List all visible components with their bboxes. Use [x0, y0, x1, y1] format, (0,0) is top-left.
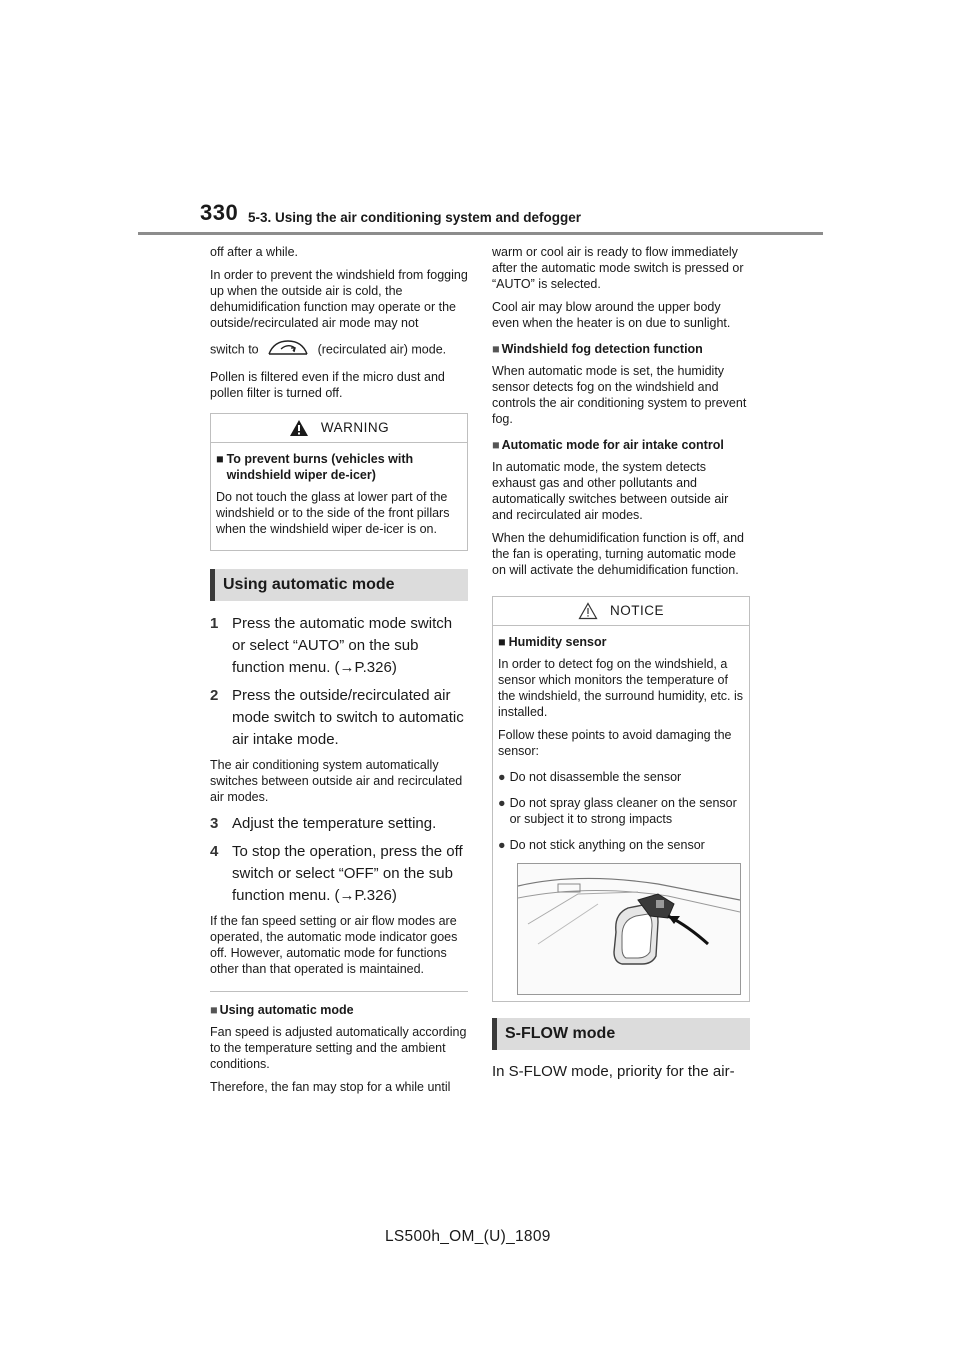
- text-run: (recirculated air) mode.: [317, 342, 447, 357]
- square-bullet-icon: ■: [492, 438, 500, 452]
- square-bullet-icon: ■: [216, 452, 224, 466]
- paragraph: Pollen is filtered even if the micro dust and pollen filter is turned off.: [210, 370, 445, 400]
- paragraph: In S-FLOW mode, priority for the air-: [492, 1063, 735, 1080]
- paragraph: When the dehumidification function is off, and the fan is operating, turning automatic mode on will activate the dehumidification function.: [492, 531, 745, 577]
- paragraph: In automatic mode, the system detects exhaust gas and other pollutants and automatically switches between outside air and recirculated air modes.: [492, 460, 729, 522]
- humidity-sensor-illustration: [517, 863, 741, 995]
- warning-text: Do not touch the glass at lower part of the windshield or to the side of the front pillars when the windshield wiper de-icer is on.: [216, 490, 450, 536]
- step-item: 2 Press the outside/recirculated air mode switch to switch to automatic air intake mode.: [210, 687, 464, 748]
- paragraph: warm or cool air is ready to flow immediately after the automatic mode switch is pressed or “AUTO” is selected.: [492, 245, 744, 291]
- paragraph: Therefore, the fan may stop for a while until: [210, 1080, 451, 1094]
- round-bullet-icon: ●: [498, 838, 506, 852]
- right-column: [492, 244, 750, 1089]
- step-item: 3 Adjust the temperature setting.: [210, 815, 437, 832]
- round-bullet-icon: ●: [498, 770, 506, 784]
- section-banner-sflow: S-FLOW mode: [492, 1018, 750, 1050]
- notice-title: NOTICE: [609, 603, 664, 618]
- warning-box: [210, 413, 468, 551]
- divider: [210, 991, 468, 992]
- text-run: switch to: [210, 342, 259, 357]
- subheading: ■ Automatic mode for air intake control: [492, 438, 724, 452]
- subheading: ■ Using automatic mode: [210, 1003, 354, 1017]
- notice-text: Follow these points to avoid damaging the sensor:: [498, 728, 732, 758]
- square-bullet-icon: ■: [492, 342, 500, 356]
- step-item: 1 Press the automatic mode switch or select “AUTO” on the sub function menu. (→P.326): [210, 615, 453, 676]
- paragraph: [210, 338, 468, 362]
- list-item: ● Do not stick anything on the sensor: [498, 838, 705, 852]
- paragraph: When automatic mode is set, the humidity sensor detects fog on the windshield and controls the air conditioning system to prevent fog.: [492, 364, 747, 426]
- warning-subheading: ■ To prevent burns (vehicles with windshield wiper de-icer): [216, 452, 414, 482]
- square-bullet-icon: ■: [498, 635, 506, 649]
- section-banner-automatic: Using automatic mode: [210, 569, 468, 601]
- notice-header: [493, 597, 749, 626]
- paragraph: In order to prevent the windshield from fogging up when the outside air is cold, the dehumidification function may operate or the outside/recirculated air mode may not: [210, 268, 468, 330]
- notice-box: [492, 596, 750, 1002]
- caution-triangle-icon: [578, 602, 598, 620]
- warning-icon: [289, 419, 309, 437]
- paragraph: Cool air may blow around the upper body even when the heater is on due to sunlight.: [492, 300, 731, 330]
- list-item: ● Do not disassemble the sensor: [498, 770, 682, 784]
- recirculated-air-icon: [266, 338, 310, 362]
- section-title: 5-3. Using the air conditioning system and defogger: [248, 210, 582, 225]
- paragraph: off after a while.: [210, 245, 299, 259]
- page-number: 330: [200, 200, 239, 225]
- step-note: If the fan speed setting or air flow modes are operated, the automatic mode indicator goes off. However, automatic mode for functions other than that operated is maintained.: [210, 914, 458, 976]
- square-bullet-icon: ■: [210, 1003, 218, 1017]
- header-rule: [138, 232, 823, 235]
- warning-title: WARNING: [320, 420, 390, 435]
- left-column: [210, 244, 468, 1102]
- notice-subheading: ■ Humidity sensor: [498, 635, 607, 649]
- list-item: ● Do not spray glass cleaner on the sensor or subject it to strong impacts: [498, 796, 737, 826]
- paragraph: Fan speed is adjusted automatically according to the temperature setting and the ambient conditions.: [210, 1025, 467, 1071]
- footer-code: LS500h_OM_(U)_1809: [385, 1228, 551, 1245]
- subheading: ■ Windshield fog detection function: [492, 342, 703, 356]
- warning-header: [211, 414, 467, 443]
- step-note: The air conditioning system automatically switches between outside air and recirculated air modes.: [210, 758, 463, 804]
- round-bullet-icon: ●: [498, 796, 506, 810]
- step-item: 4 To stop the operation, press the off switch or select “OFF” on the sub function menu. (→P.326): [210, 843, 463, 904]
- notice-text: In order to detect fog on the windshield, a sensor which monitors the temperature of the windshield, the surround humidity, etc. is installed.: [498, 657, 744, 719]
